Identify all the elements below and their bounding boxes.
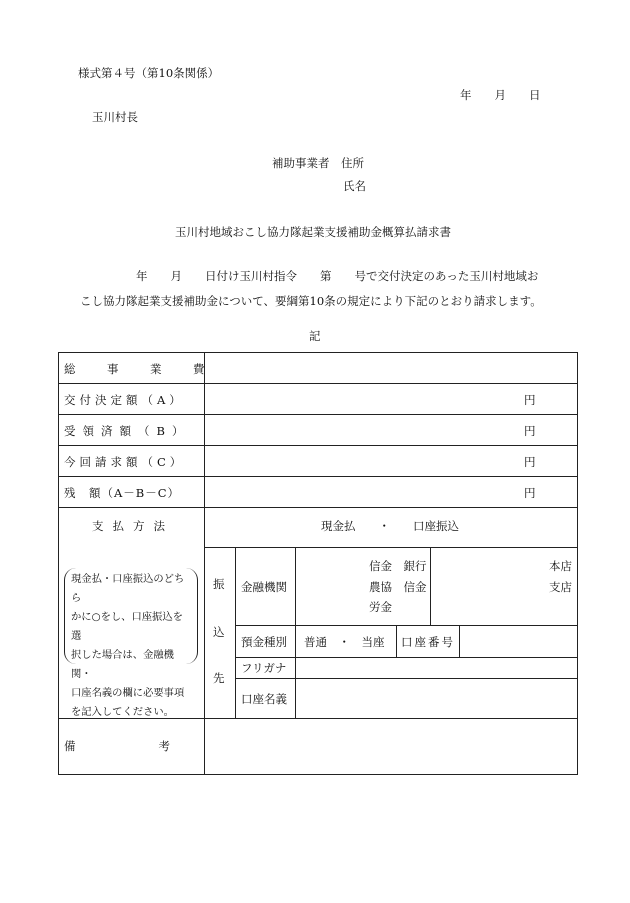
row-unit-received: 円 — [524, 424, 536, 438]
transfer-destination-char: 振 — [213, 577, 225, 591]
note-line: 択した場合は、金融機関・ — [71, 649, 174, 680]
transfer-destination-char: 込 — [213, 625, 225, 639]
date-line: 年 月 日 — [460, 88, 541, 102]
row-unit-grant-decision: 円 — [524, 393, 536, 407]
bank-type-line[interactable]: 信金 銀行 — [369, 559, 427, 573]
deposit-type-label: 預金種別 — [241, 635, 287, 649]
row-label-balance: 残 額（A－B－C） — [64, 486, 181, 500]
row-unit-current-request: 円 — [524, 455, 536, 469]
row-label-grant-decision: 交付決定額（A） — [64, 393, 185, 407]
bank-type-line[interactable]: 農協 信金 — [369, 580, 427, 594]
furigana-label: フリガナ — [241, 661, 287, 675]
applicant-name-label: 氏名 — [343, 179, 366, 193]
row-label-current-request: 今回請求額（C） — [64, 455, 186, 469]
addressee: 玉川村長 — [92, 110, 138, 124]
bank-type-line[interactable]: 労金 — [369, 600, 392, 614]
body-line-2: こし協力隊起業支援補助金について、要綱第10条の規定により下記のとおり請求します。 — [80, 294, 542, 308]
note-line: 現金払・口座振込のどちら — [71, 573, 185, 604]
form-number: 様式第４号（第10条関係） — [78, 66, 220, 80]
branch-type-branch[interactable]: 支店 — [549, 580, 572, 594]
ki-heading: 記 — [309, 329, 321, 343]
remarks-label: 備 考 — [64, 739, 172, 753]
note-line: 口座名義の欄に必要事項 — [71, 687, 185, 699]
note-line: かに○をし、口座振込を選 — [71, 611, 183, 642]
payment-note — [64, 568, 198, 718]
transfer-destination-char: 先 — [213, 671, 225, 685]
deposit-type-options[interactable]: 普通 ・ 当座 — [304, 635, 385, 649]
row-unit-balance: 円 — [524, 486, 536, 500]
row-label-total-cost: 総 事 業 費 — [64, 362, 215, 376]
account-name-label: 口座名義 — [241, 692, 287, 706]
payment-method-label: 支払方法 — [92, 519, 174, 533]
row-label-received: 受領済額（B） — [64, 424, 191, 438]
institution-label: 金融機関 — [241, 580, 287, 594]
document-title: 玉川村地域おこし協力隊起業支援補助金概算払請求書 — [175, 225, 451, 239]
note-line: を記入してください。 — [71, 706, 174, 718]
request-table — [58, 352, 578, 775]
account-number-label: 口座番号 — [401, 635, 455, 649]
applicant-address-label: 補助事業者 住所 — [272, 156, 364, 170]
payment-options[interactable]: 現金払 ・ 口座振込 — [321, 519, 459, 533]
body-line-1: 年 月 日付け玉川村指令 第 号で交付決定のあった玉川村地域お — [136, 269, 539, 283]
branch-type-main[interactable]: 本店 — [549, 559, 572, 573]
